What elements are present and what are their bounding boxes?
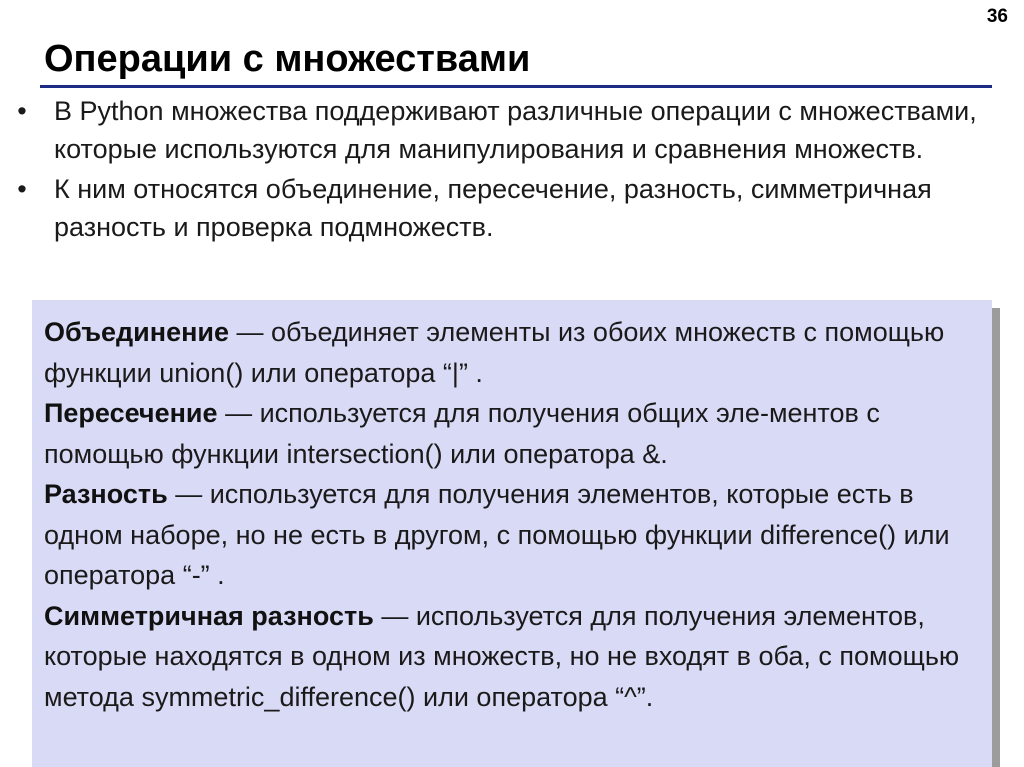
bullet-marker: • [17,96,27,126]
definition-term: Симметричная разность [44,600,374,631]
definition-term: Пересечение [44,398,218,428]
title-underline [40,85,992,88]
definition-term: Объединение [44,317,230,347]
definition-symmetric-difference [44,596,989,718]
bullet-marker: • [17,174,27,204]
definitions-box [32,300,992,767]
bullet-item [10,170,1000,246]
definition-term: Разность [44,479,168,509]
definition-text: — объединяет элементы из обоих множеств с помощью функции union() или оператора “|” . [44,317,945,388]
page-number: 36 [986,6,1008,27]
definition-text: — используется для получения элементов, которые есть в одном наборе, но не есть в другом, с помощью функции difference() или оператора “-” . [44,479,950,590]
slide-title: Операции с множествами [44,38,531,80]
bullet-text: К ним относятся объединение, пересечение, разность, симметричная разность и проверка подмножеств. [54,174,932,242]
definition-intersection [44,393,989,474]
definitions-list [44,312,989,717]
definition-union [44,312,989,393]
bullet-text: В Python множества поддерживают различные операции с множествами, которые используются для манипулирования и сравнения множеств. [54,96,977,164]
definition-text: — используется для получения общих эле-ментов с помощью функции intersection() или оператора &. [44,398,880,469]
definition-difference [44,474,989,596]
bullet-list [10,92,1000,248]
bullet-item [10,92,1000,168]
definition-text: — используется для получения элементов, которые находятся в одном из множеств, но не входят в оба, с помощью метода symmetric_difference() или оператора “^”. [44,600,960,712]
